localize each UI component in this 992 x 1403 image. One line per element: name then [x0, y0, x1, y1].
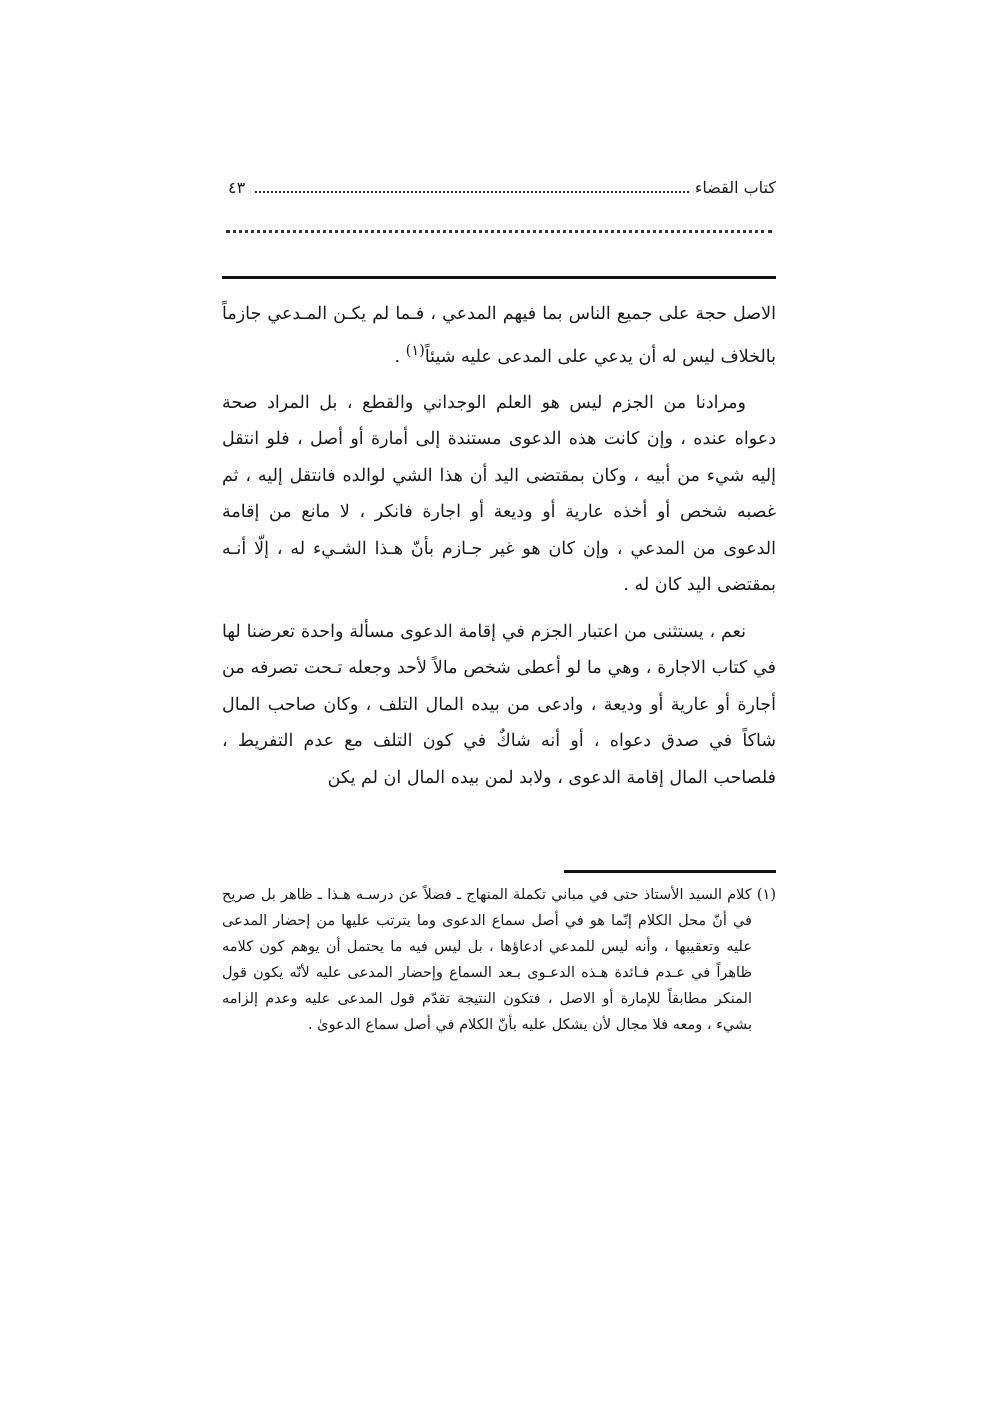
paragraph-1 — [222, 296, 776, 375]
paragraph-1-text: الاصل حجة على جميع الناس بما فيهم المدعي ، فـما لم يكـن المـدعي جازماً بالخلاف ليس له أن يدعي على المدعى عليه شيئاً — [222, 304, 776, 367]
footnote-rule — [564, 870, 776, 873]
running-header — [222, 172, 776, 202]
dotted-leader — [255, 191, 689, 193]
header-rule — [222, 276, 776, 279]
paragraph-3: نعم ، يستثنى من اعتبار الجزم في إقامة الدعوى مسألة واحدة تعرضنا لها في كتاب الاجارة ، وهي ما لو أعطى شخص مالاً لأحد وجعله تـحت تصرفه من أجارة أو عارية أو وديعة ، وادعى من بيده المال التلف ، وكان صاحب المال شاكاً في صدق دعواه ، أو أنه شاكٌ في كون التلف مع عدم التفريط ، فلصاحب المال إقامة الدعوى ، ولابد لمن بيده المال ان لم يكن — [222, 621, 776, 788]
running-title: كتاب القضاء — [694, 177, 776, 197]
dotted-separator — [226, 230, 772, 233]
footnote-section — [222, 882, 776, 1038]
book-page — [222, 0, 776, 1403]
paragraph-2: ومرادنا من الجزم ليس هو العلم الوجداني والقطع ، بل المراد صحة دعواه عنده ، وإن كانت هذه الدعوى مستندة إلى أمارة أو أصل ، فلو انتقل إليه شيء من أبيه ، وكان بمقتضى اليد أن هذا الشي لوالده فانتقل إليه ، ثم غصبه شخص أو أخذه عارية أو وديعة أو اجارة فانكر ، لا مانع من إقامة الدعوى من المدعي ، وإن كان هو غير جـازم بأنّ هـذا الشـيء له ، إلّا أنـه بمقتضى اليد كان له . — [222, 392, 776, 596]
main-text — [222, 296, 776, 806]
footnote-marker[interactable]: (١) — [405, 341, 425, 359]
page-number: ٤٣ — [228, 177, 246, 197]
paragraph-1-end: . — [394, 346, 406, 367]
footnote-1: (١) كلام السيد الأستاذ حتى في مباني تكملة المنهاج ـ فضلاً عن درسـه هـذا ـ ظاهر بل صريح في أنّ محل الكلام إنّما هو في أصل سماع الدعوى وما يترتب عليها من إحضار المدعى عليه وتعقيبها ، وأنه ليس للمدعي ادعاؤها ، بل ليس فيه ما يحتمل أن يوهم كون كلامه ظاهراً في عـدم فـائدة هـذه الدعـوى بـعد السماع وإحضار المدعى عليه لأنّه يكون قول المنكر مطابقاً للإمارة أو الاصل ، فتكون النتيجة تقدّم قول المدعى عليه وعدم إلزامه بشيء ، ومعه فلا مجال لأن يشكل عليه بأنّ الكلام في أصل سماع الدعوىٰ . — [222, 887, 776, 1033]
